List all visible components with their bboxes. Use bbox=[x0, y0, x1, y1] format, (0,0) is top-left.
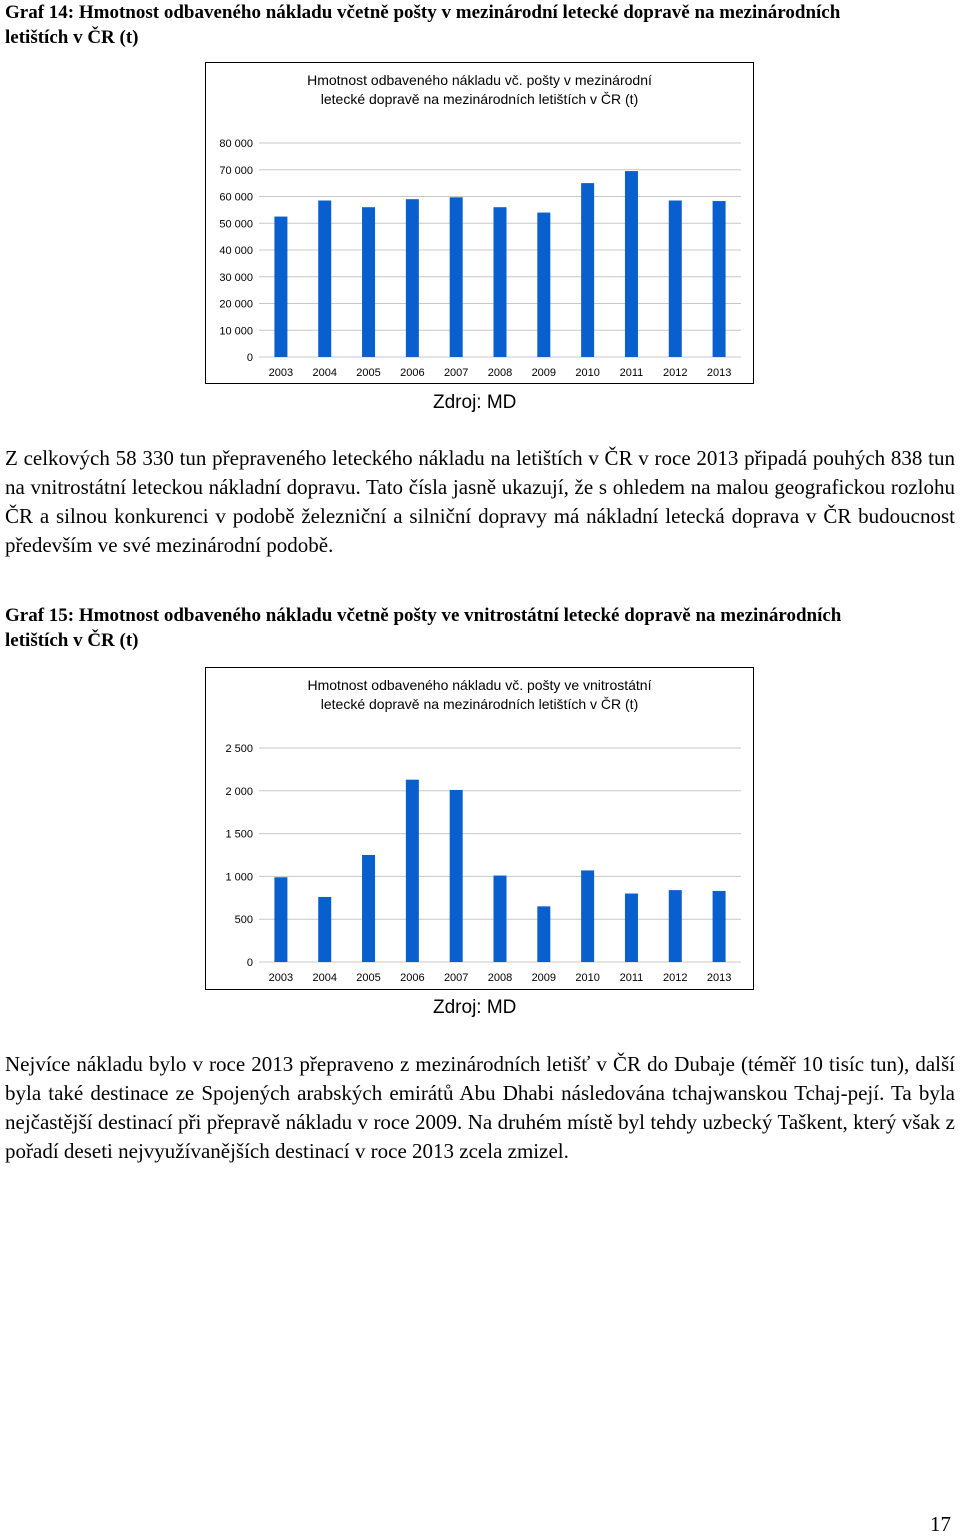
chart2-y-tick-label: 500 bbox=[234, 914, 253, 927]
chart2-title-line1: Hmotnost odbaveného nákladu vč. pošty ve vnitrostátní bbox=[307, 677, 652, 693]
chart2-x-tick-label: 2007 bbox=[443, 972, 469, 984]
chart2-y-tick-label: 1 500 bbox=[225, 828, 253, 841]
graf15-caption-line1: Graf 15: Hmotnost odbaveného nákladu včetně pošty ve vnitrostátní letecké dopravě na mezinárodních bbox=[5, 605, 842, 626]
chart1-x-tick-label: 2007 bbox=[443, 367, 469, 379]
chart1-bar bbox=[581, 183, 594, 357]
chart1-bar bbox=[713, 201, 726, 357]
chart2-plot bbox=[206, 668, 753, 989]
paragraph-1: Z celkových 58 330 tun přepraveného leteckého nákladu na letištích v ČR v roce 2013 připadá pouhých 838 tun na vnitrostátní leteckou nákladní dopravu. Tato čísla jasně ukazují, že s ohledem na malou geografickou rozlohu ČR a silnou konkurenci v podobě železniční a silniční dopravy má nákladní letecká doprava v ČR budoucnost především ve své mezinárodní podobě. bbox=[5, 446, 955, 557]
chart2-x-tick-label: 2004 bbox=[312, 972, 337, 984]
chart1-title-line1: Hmotnost odbaveného nákladu vč. pošty v mezinárodní bbox=[307, 72, 652, 88]
chart2-bar bbox=[581, 870, 594, 962]
graf14-caption bbox=[5, 0, 930, 50]
chart2-x-tick-label: 2008 bbox=[487, 972, 513, 984]
chart2-x-tick-label: 2012 bbox=[663, 972, 688, 984]
graf14-source: Zdroj: MD bbox=[433, 392, 517, 413]
graf14-caption-line1: Graf 14: Hmotnost odbaveného nákladu včetně pošty v mezinárodní letecké dopravě na mezinárodních bbox=[5, 2, 841, 23]
chart1-x-tick-label: 2008 bbox=[487, 367, 513, 379]
chart1-y-tick-label: 0 bbox=[246, 352, 253, 364]
chart2-bar bbox=[450, 790, 463, 962]
chart2-y-tick-label: 2 500 bbox=[225, 743, 253, 755]
chart2-x-tick-label: 2006 bbox=[400, 972, 425, 984]
chart1-y-tick-label: 60 000 bbox=[219, 191, 253, 204]
graf15-caption-line2: letištích v ČR (t) bbox=[5, 630, 139, 651]
chart2-x-tick-label: 2013 bbox=[706, 972, 732, 984]
chart2-title-line2: letecké dopravě na mezinárodních letištích v ČR (t) bbox=[320, 696, 639, 712]
chart1-x-tick-label: 2006 bbox=[400, 367, 425, 379]
chart1-title-line2: letecké dopravě na mezinárodních letištích v ČR (t) bbox=[320, 91, 639, 107]
chart1-y-tick-label: 80 000 bbox=[219, 138, 253, 150]
chart2-bar bbox=[362, 855, 375, 962]
chart1-y-tick-label: 30 000 bbox=[219, 271, 253, 284]
chart1-y-tick-label: 50 000 bbox=[219, 218, 253, 231]
chart2-y-tick-label: 1 000 bbox=[225, 871, 253, 884]
chart1-plot bbox=[206, 63, 753, 383]
chart1-bar bbox=[362, 207, 375, 357]
chart1-y-tick-label: 10 000 bbox=[219, 325, 253, 338]
chart1-y-tick-label: 70 000 bbox=[219, 164, 253, 177]
graf15-source: Zdroj: MD bbox=[433, 997, 517, 1018]
chart1-bar bbox=[625, 171, 638, 357]
page-number: 17 bbox=[930, 1512, 951, 1536]
chart2-x-tick-label: 2011 bbox=[619, 972, 644, 984]
chart1-bar bbox=[318, 201, 331, 357]
chart1-x-tick-label: 2011 bbox=[619, 367, 644, 379]
chart2-x-tick-label: 2005 bbox=[356, 972, 381, 984]
chart1-x-tick-label: 2010 bbox=[575, 367, 600, 379]
chart2-y-tick-label: 0 bbox=[246, 957, 253, 969]
chart1-y-tick-label: 40 000 bbox=[219, 245, 253, 257]
chart1-bar bbox=[450, 197, 463, 357]
chart1-y-tick-label: 20 000 bbox=[219, 298, 253, 311]
chart2-x-tick-label: 2009 bbox=[531, 972, 557, 984]
chart1-x-tick-label: 2013 bbox=[706, 367, 732, 379]
chart1-x-tick-label: 2009 bbox=[531, 367, 557, 379]
chart2-x-tick-label: 2003 bbox=[268, 972, 294, 984]
chart1-bar bbox=[406, 199, 419, 357]
chart1-bar bbox=[494, 207, 507, 357]
chart2-bar bbox=[318, 897, 331, 962]
chart1-x-tick-label: 2004 bbox=[312, 367, 337, 379]
chart2-bar bbox=[537, 906, 550, 962]
chart2-bar bbox=[713, 891, 726, 962]
chart2-bar bbox=[274, 877, 287, 962]
paragraph-2: Nejvíce nákladu bylo v roce 2013 přepraveno z mezinárodních letišť v ČR do Dubaje (téměř 10 tisíc tun), další byla také destinace ze Spojených arabských emirátů Abu Dhabi následována tchajwanskou Tchaj-pejí. Ta byla nejčastější destinací při přepravě nákladu v roce 2009. Na druhém místě byl tehdy uzbecký Taškent, který však z pořadí deseti nejvyužívanějších destinací v roce 2013 zcela zmizel. bbox=[5, 1052, 955, 1163]
chart2-bar bbox=[406, 780, 419, 962]
chart2-bar bbox=[669, 890, 682, 962]
chart2-y-tick-label: 2 000 bbox=[225, 785, 253, 798]
chart2-bar bbox=[494, 876, 507, 962]
chart2-bar bbox=[625, 894, 638, 962]
chart1-bar bbox=[537, 213, 550, 357]
graf14-caption-line2: letištích v ČR (t) bbox=[5, 27, 139, 48]
chart-international-cargo bbox=[205, 62, 754, 384]
chart1-bar bbox=[274, 217, 287, 357]
chart1-x-tick-label: 2012 bbox=[663, 367, 688, 379]
chart1-bar bbox=[669, 201, 682, 357]
graf15-caption bbox=[5, 603, 930, 653]
chart1-x-tick-label: 2003 bbox=[268, 367, 294, 379]
chart1-x-tick-label: 2005 bbox=[356, 367, 381, 379]
chart2-x-tick-label: 2010 bbox=[575, 972, 600, 984]
chart-domestic-cargo bbox=[205, 667, 754, 990]
